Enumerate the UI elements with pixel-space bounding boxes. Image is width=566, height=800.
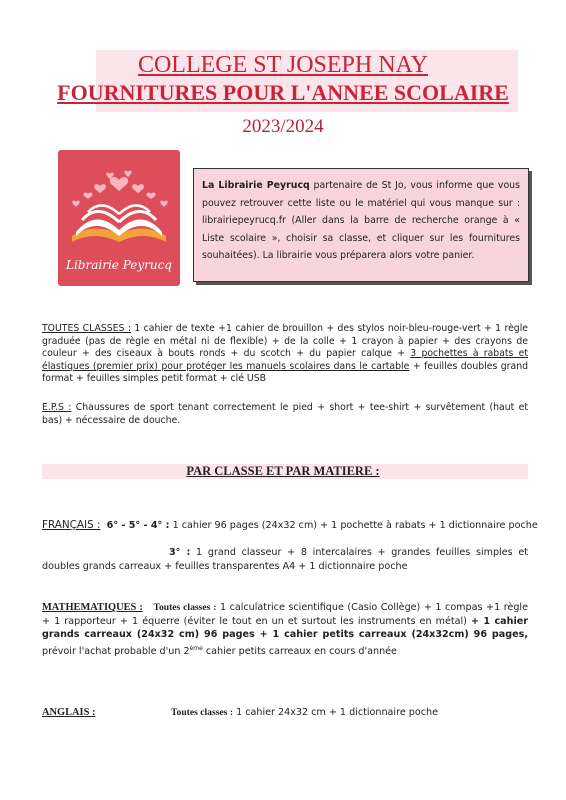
school-year: 2023/2024 [242, 116, 324, 137]
francais-text2: 1 grand classeur + 8 intercalaires + grandes feuilles simples et doubles grands carreaux + feuilles transparentes A4 + 1 dictionnaire poche [42, 547, 529, 572]
anglais-text: 1 cahier 24x32 cm + 1 dictionnaire poche [233, 707, 439, 718]
maths-text-bold: + 1 cahier grands carreaux (24x32 cm) 96 pages + 1 cahier petits carreaux (24x32cm) 96 pages, [42, 615, 528, 640]
info-box [193, 168, 529, 282]
anglais-label-wrap [42, 706, 142, 719]
eps-text: Chaussures de sport tenant correctement le pied + short + tee-shirt + survêtement (haut et bas) + nécessaire de douche. [42, 402, 528, 426]
maths-text-a: 1 calculatrice scientifique (Casio Collège) + 1 compas +1 règle + 1 rapporteur + 1 équerre (éviter le tout en un et surtout les instruments en métal) [42, 602, 528, 627]
maths-block [42, 601, 528, 658]
anglais-label: ANGLAIS : [42, 707, 96, 718]
page-subtitle: FOURNITURES POUR L'ANNEE SCOLAIRE [57, 80, 509, 105]
general-supplies [42, 323, 528, 386]
maths-sup: ème [189, 644, 203, 652]
general-supplies-text-end: + feuilles doubles grand format + feuilles simples petit format + clé USB [42, 360, 528, 385]
maths-label: MATHEMATIQUES : [42, 602, 143, 613]
bookstore-logo [58, 150, 180, 286]
info-brand: La Librairie Peyrucq [202, 180, 310, 191]
maths-text-c: cahier petits carreaux en cours d'année [202, 645, 397, 657]
general-supplies-text: 1 cahier de texte +1 cahier de brouillon + des stylos noir-bleu-rouge-vert + 1 règle graduée (pas de règle en métal ni de flexible) + de la colle + 1 crayon à papier + des crayons de couleur + des ciseaux à bouts ronds + du scotch + du papier calque + [42, 323, 528, 360]
maths-text-b: prévoir l'achat probable d'un 2 [42, 645, 190, 657]
francais-level1: 6° - 5° - 4° : [106, 520, 170, 531]
maths-level: Toutes classes : [153, 602, 217, 613]
anglais-line [171, 706, 541, 719]
logo-text: Librairie Peyrucq [66, 258, 172, 272]
francais-label: FRANÇAIS : [42, 519, 101, 531]
general-supplies-label: TOUTES CLASSES : [42, 323, 131, 334]
eps-supplies [42, 402, 528, 427]
francais-line2 [42, 546, 528, 573]
eps-label: E.P.S : [42, 402, 72, 413]
info-text [202, 177, 520, 265]
page-title: COLLEGE ST JOSEPH NAY [137, 52, 429, 78]
general-supplies-underlined: 3 pochettes à rabats et élastiques (premier prix) pour protéger les manuels scolaires dans le cartable [42, 348, 529, 372]
francais-level2: 3° : [169, 547, 191, 558]
francais-text1: 1 cahier 96 pages (24x32 cm) + 1 pochette à rabats + 1 dictionnaire poche [169, 520, 538, 531]
section-title: PAR CLASSE ET PAR MATIERE : [186, 464, 380, 478]
anglais-level: Toutes classes : [171, 707, 234, 718]
francais-line1 [42, 519, 542, 532]
info-body: partenaire de St Jo, vous informe que vous pouvez retrouver cette liste ou le matériel qui vous manque sur : librairiepeyrucq.fr (Aller dans la barre de recherche orange à « Liste scolaire », choisir sa classe, et cliquer sur les fournitures souhaitées). La librairie vous préparera alors votre panier. [202, 180, 521, 261]
open-book-with-hearts-icon [58, 150, 180, 260]
